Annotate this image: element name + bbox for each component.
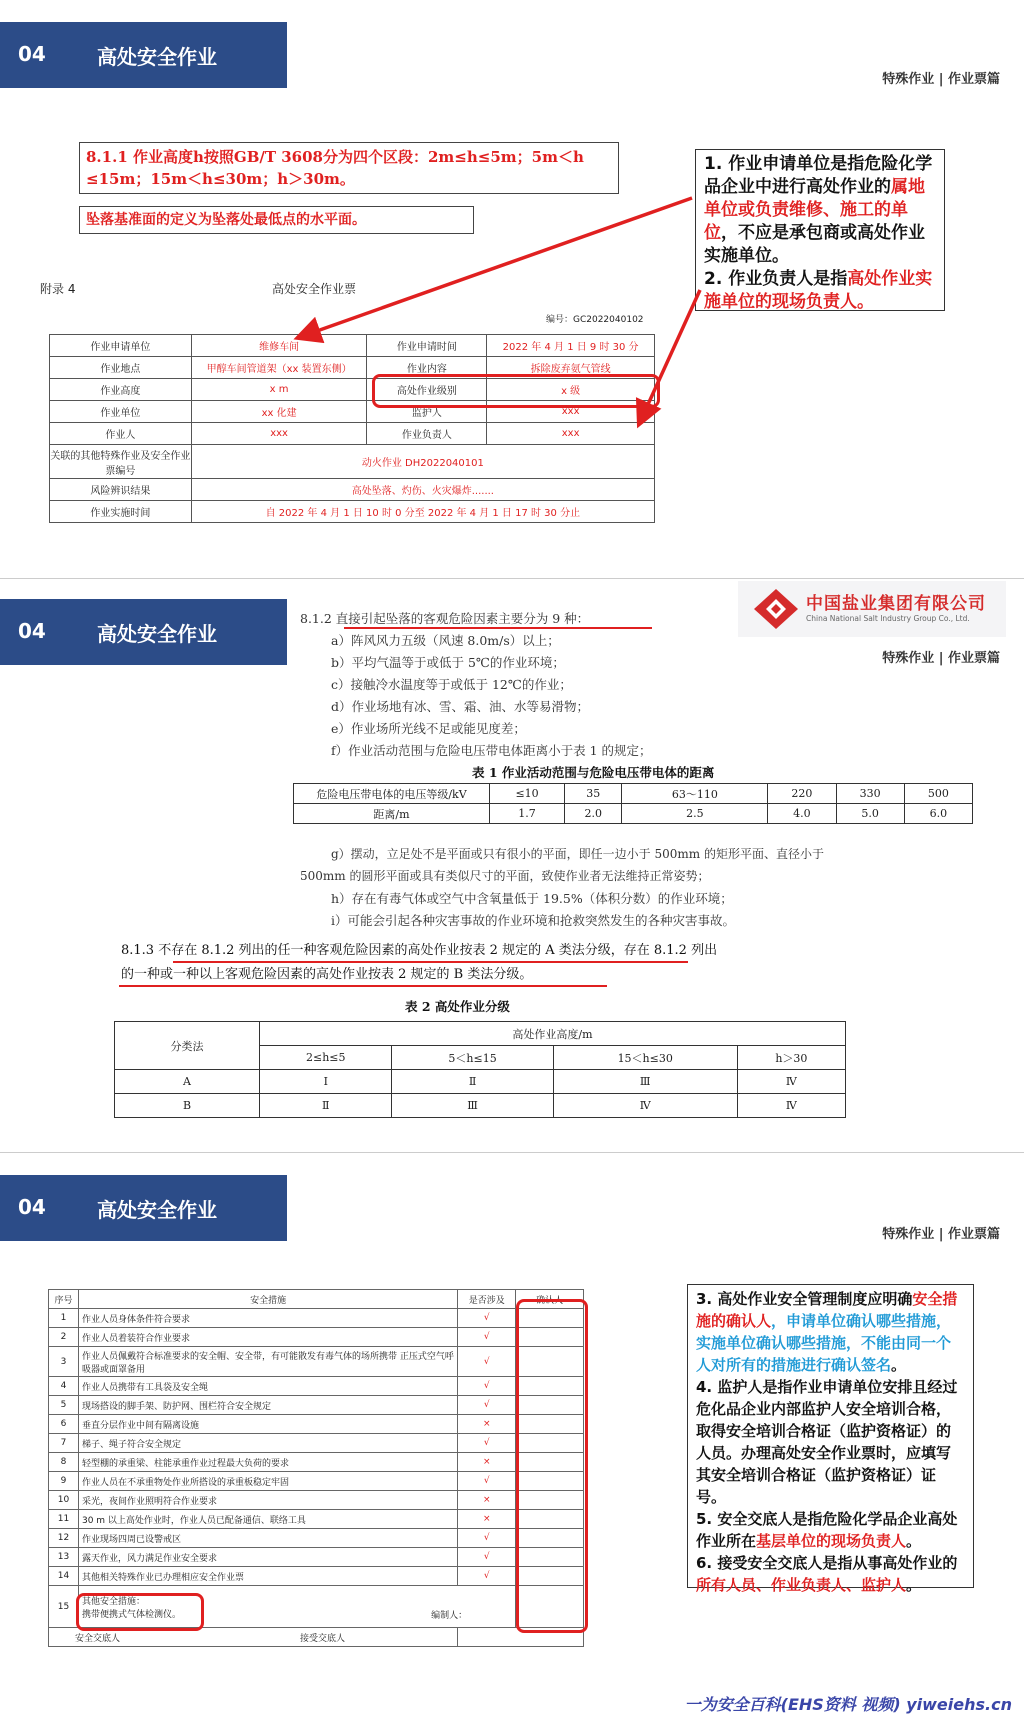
cell-measure: 露天作业，风力满足作业安全要求 [78,1548,457,1567]
fall-datum-box: 坠落基准面的定义为坠落处最低点的水平面。 [79,206,474,234]
note-text: 6. 接受安全交底人是指从事高处作业的 [696,1554,958,1572]
table-row [49,1472,584,1491]
table-row [49,1548,584,1567]
cell-value: 甲醇车间管道架（xx 装置东侧） [191,357,367,379]
cell: Ⅱ [392,1070,553,1094]
cell-involved: √ [458,1472,516,1491]
note-highlight-blue: ，申请单位确认哪些措施，实施单位确认哪些措施，不能由同一个人对所有的措施进行确认签名 [696,1312,952,1374]
section-number: 04 [18,619,46,643]
section-header [0,599,287,665]
breadcrumb: 特殊作业 | 作业票篇 [882,651,1000,666]
cell-no: 3 [49,1347,79,1377]
cell-no: 9 [49,1472,79,1491]
cell: 距离/m [294,804,490,824]
header-cell: 序号 [49,1290,79,1309]
breadcrumb: 特殊作业 | 作业票篇 [882,1227,1000,1242]
cell: 4.0 [768,804,836,824]
cell-no: 11 [49,1510,79,1529]
note-text: 5. 安全交底人是指危险化学品企业高处作业所在 [696,1510,958,1550]
table-row [49,1529,584,1548]
cell-involved: × [458,1453,516,1472]
cell-value: 自 2022 年 4 月 1 日 10 时 0 分至 2022 年 4 月 1 日 17 时 30 分止 [191,501,654,523]
table-row [49,1510,584,1529]
cell: Ⅳ [737,1094,845,1118]
cell-no: 4 [49,1377,79,1396]
note-highlight: 基层单位的现场负责人 [756,1532,907,1550]
prepared-by-label: 编制人： [431,1611,468,1621]
height-zone-box: 8.1.1 作业高度h按照GB/T 3608分为四个区段：2m≤h≤5m；5m＜h ≤15m；15m＜h≤30m；h＞30m。 [79,142,619,194]
note-text: 1. 作业申请单位是指危险化学品企业中进行高处作业的 [704,154,933,197]
cell-no: 10 [49,1491,79,1510]
cell-involved: × [458,1415,516,1434]
note-text: 3. 高处作业安全管理制度应明确 [696,1290,913,1308]
receiver-label: 接受交底人 [300,1633,346,1644]
cell-value: 动火作业 DH2022040101 [191,445,654,479]
note-text: ，不应是承包商或高处作业实施单位。 [704,223,925,266]
cell-no: 15 [49,1586,79,1628]
cell-measure: 作业人员佩戴符合标准要求的安全帽、安全带，有可能散发有毒气体的场所携带 正压式空气呼吸器或面罩备用 [78,1347,457,1377]
note-highlight: 属地单位或负责维修、施工的单位 [704,177,925,243]
cell: A [115,1070,260,1094]
cell-involved: √ [458,1396,516,1415]
cell-no: 8 [49,1453,79,1472]
cell-involved: √ [458,1347,516,1377]
cell: 2.5 [622,804,768,824]
list-item: b）平均气温等于或低于 5℃的作业环境； [331,655,565,670]
classification-table [114,1021,846,1118]
cell-no: 12 [49,1529,79,1548]
cell-label: 作业单位 [50,401,192,423]
cell: Ⅳ [553,1094,737,1118]
table-row [49,1377,584,1396]
list-item: f）作业活动范围与危险电压带电体距离小于表 1 的规定； [331,743,652,758]
section-title: 高处安全作业 [97,1198,217,1222]
item-h: h）存在有毒气体或空气中含氧量低于 19.5%（体积分数）的作业环境； [331,891,733,906]
arrow-overlay [0,0,1024,576]
cell-no: 2 [49,1328,79,1347]
section-title: 高处安全作业 [97,622,217,646]
note-text: 4. 监护人是指作业申请单位安排且经过危化品企业内部监护人安全培训合格，取得安全培训合格证（监护资格证）的人员。办理高处安全作业票时，应填写其安全培训合格证（监护资格证）证号。 [696,1378,958,1506]
table-row [49,1453,584,1472]
appendix-label: 附录 4 [40,282,76,296]
cell: 6.0 [904,804,972,824]
cell-value: xxx [487,401,655,423]
cell-involved: √ [458,1377,516,1396]
briefer-label: 安全交底人 [75,1633,121,1644]
cell-label: 作业高度 [50,379,192,401]
table-row [49,1396,584,1415]
list-item: c）接触冷水温度等于或低于 12℃的作业； [331,677,572,692]
cell-no: 7 [49,1434,79,1453]
cell-label: 作业负责人 [367,423,487,445]
logo-en: China National Salt Industry Group Co., Ltd. [806,614,970,623]
cell-measure: 梯子、绳子符合安全规定 [78,1434,457,1453]
cell-value: xxx [191,423,367,445]
cell: 5＜h≤15 [392,1046,553,1070]
cell-value: 维修车间 [191,335,367,357]
note-text: 。 [891,1356,907,1374]
cell-measure: 现场搭设的脚手架、防护网、围栏符合安全规定 [78,1396,457,1415]
arrow-to-applicant [300,198,692,337]
cell-involved: √ [458,1434,516,1453]
cell-measure: 垂直分层作业中间有隔离设施 [78,1415,457,1434]
underline [344,627,652,629]
cell-value: 2022 年 4 月 1 日 9 时 30 分 [487,335,655,357]
cell-value: x 级 [487,379,655,401]
cell-label: 作业内容 [367,357,487,379]
other-label: 其他安全措施： [81,1596,145,1607]
other-measures-highlight [76,1593,204,1631]
cell-involved: √ [458,1529,516,1548]
cell: Ⅱ [260,1094,392,1118]
cell-involved: √ [458,1309,516,1328]
cell-no: 1 [49,1309,79,1328]
cell: 35 [565,784,622,804]
cell-no: 13 [49,1548,79,1567]
logo-cn: 中国盐业集团有限公司 [806,594,986,614]
table-row [49,1309,584,1328]
cell: B [115,1094,260,1118]
cell-label: 作业人 [50,423,192,445]
cell-no: 5 [49,1396,79,1415]
cell: 2.0 [565,804,622,824]
clause-813-a: 8.1.3 不存在 8.1.2 列出的任一种客观危险因素的高处作业按表 2 规定的 A 类法分级，存在 8.1.2 列出 [121,943,718,958]
cell: 63～110 [622,784,768,804]
cell-measure: 轻型棚的承重梁、柱能承重作业过程最大负荷的要求 [78,1453,457,1472]
table-row [115,1070,846,1094]
cell: 220 [768,784,836,804]
note-confirmer [687,1284,974,1594]
cell: 5.0 [836,804,904,824]
cell-measure: 30 m 以上高处作业时，作业人员已配备通信、联络工具 [78,1510,457,1529]
header-cell: 安全措施 [78,1290,457,1309]
slide-1 [0,0,1024,576]
cell-involved: × [458,1491,516,1510]
cell-involved: √ [458,1548,516,1567]
header-cell: 确认人 [516,1290,584,1309]
cell-label: 作业实施时间 [50,501,192,523]
item-g-1: g）摆动，立足处不是平面或只有很小的平面，即任一边小于 500mm 的矩形平面、直径小于 [331,847,824,861]
distance-table [293,783,973,824]
table-row [49,1415,584,1434]
cell-label: 作业申请单位 [50,335,192,357]
table-row [115,1094,846,1118]
cell-value: x m [191,379,367,401]
company-logo [738,581,1006,637]
cell-value: 拆除废弃氨气管线 [487,357,655,379]
clause-812: 8.1.2 直接引起坠落的客观危险因素主要分为 9 种： [300,611,590,626]
footer-watermark: 一为安全百科(EHS资料 视频) yiweiehs.cn [684,1695,1012,1714]
cell: 分类法 [115,1022,260,1070]
note-text: 2. 作业负责人是指 [704,269,848,289]
cell: 1.7 [490,804,565,824]
cell-no: 14 [49,1567,79,1586]
breadcrumb: 特殊作业 | 作业票篇 [882,72,1000,87]
cell: 高处作业高度/m [260,1022,846,1046]
section-title: 高处安全作业 [97,45,217,69]
item-i: i）可能会引起各种灾害事故的作业环境和抢救突然发生的各种灾害事故。 [331,913,735,928]
table-row [115,1022,846,1046]
table-row [294,804,973,824]
cell-measure: 作业人员携带有工具袋及安全绳 [78,1377,457,1396]
cell-label: 作业地点 [50,357,192,379]
cell-involved: √ [458,1567,516,1586]
note-highlight: 高处作业实施单位的现场负责人。 [704,269,933,312]
cell-measure: 作业人员在不承重物处作业所搭设的承重板稳定牢固 [78,1472,457,1491]
cell-measure: 作业现场四周已设警戒区 [78,1529,457,1548]
cell: Ⅲ [392,1094,553,1118]
diamond-logo-icon [752,587,800,631]
cell: ≤10 [490,784,565,804]
slide-2 [0,578,1024,1150]
table-row [49,1347,584,1377]
cell: 2≤h≤5 [260,1046,392,1070]
cell-value: 高处坠落、灼伤、火灾爆炸....... [191,479,654,501]
table2-title: 表 2 高处作业分级 [405,999,510,1014]
cell-measure: 其他相关特殊作业已办理相应安全作业票 [78,1567,457,1586]
cell-value: xx 化建 [191,401,367,423]
cell: 330 [836,784,904,804]
section-header [0,1175,287,1241]
cell: h＞30 [737,1046,845,1070]
cell-value: xxx [487,423,655,445]
arrow-to-leader [640,290,700,422]
cell: 500 [904,784,972,804]
other-value: 携带便携式气体检测仪。 [81,1609,181,1620]
list-item: e）作业场所光线不足或能见度差； [331,721,526,736]
table-row [49,1434,584,1453]
section-number: 04 [18,1195,46,1219]
cell: Ⅲ [553,1070,737,1094]
cell-measure: 作业人员着装符合作业要求 [78,1328,457,1347]
list-item: a）阵风风力五级（风速 8.0m/s）以上； [331,633,560,648]
clause-813-b: 的一种或一种以上客观危险因素的高处作业按表 2 规定的 B 类法分级。 [121,967,533,982]
cell-label: 关联的其他特殊作业及安全作业票编号 [50,445,192,479]
cell-measure: 作业人员身体条件符合要求 [78,1309,457,1328]
note-highlight: 安全措施的确认人 [696,1290,958,1330]
cell: 15＜h≤30 [553,1046,737,1070]
cell-measure: 采光，夜间作业照明符合作业要求 [78,1491,457,1510]
list-item: d）作业场地有冰、雪、霜、油、水等易滑物； [331,699,590,714]
cell-label: 监护人 [367,401,487,423]
underline [119,985,607,987]
cell: 危险电压带电体的电压等级/kV [294,784,490,804]
form-number: 编号：GC2022040102 [546,315,644,325]
cell-label: 作业申请时间 [367,335,487,357]
table1-title: 表 1 作业活动范围与危险电压带电体的距离 [472,765,715,780]
note-highlight: 所有人员、作业负责人、监护人 [696,1576,907,1594]
cell-label: 风险辨识结果 [50,479,192,501]
note-text: 。 [906,1532,922,1550]
form-title: 高处安全作业票 [272,282,357,296]
table-row [294,784,973,804]
table-row [49,1328,584,1347]
confirm-column-highlight [516,1299,588,1633]
table-header-row [49,1290,584,1309]
slide-3 [0,1152,1024,1729]
cell-no: 6 [49,1415,79,1434]
cell: Ⅳ [737,1070,845,1094]
item-g-2: 500mm 的圆形平面或具有类似尺寸的平面，致使作业者无法维持正常姿势； [300,869,710,883]
table-row [49,1567,584,1586]
note-text: 。 [906,1576,922,1594]
cell-involved: √ [458,1328,516,1347]
section-number: 04 [18,42,46,66]
cell-label: 高处作业级别 [367,379,487,401]
table-row [49,1491,584,1510]
cell-involved: × [458,1510,516,1529]
header-cell: 是否涉及 [458,1290,516,1309]
cell: Ⅰ [260,1070,392,1094]
